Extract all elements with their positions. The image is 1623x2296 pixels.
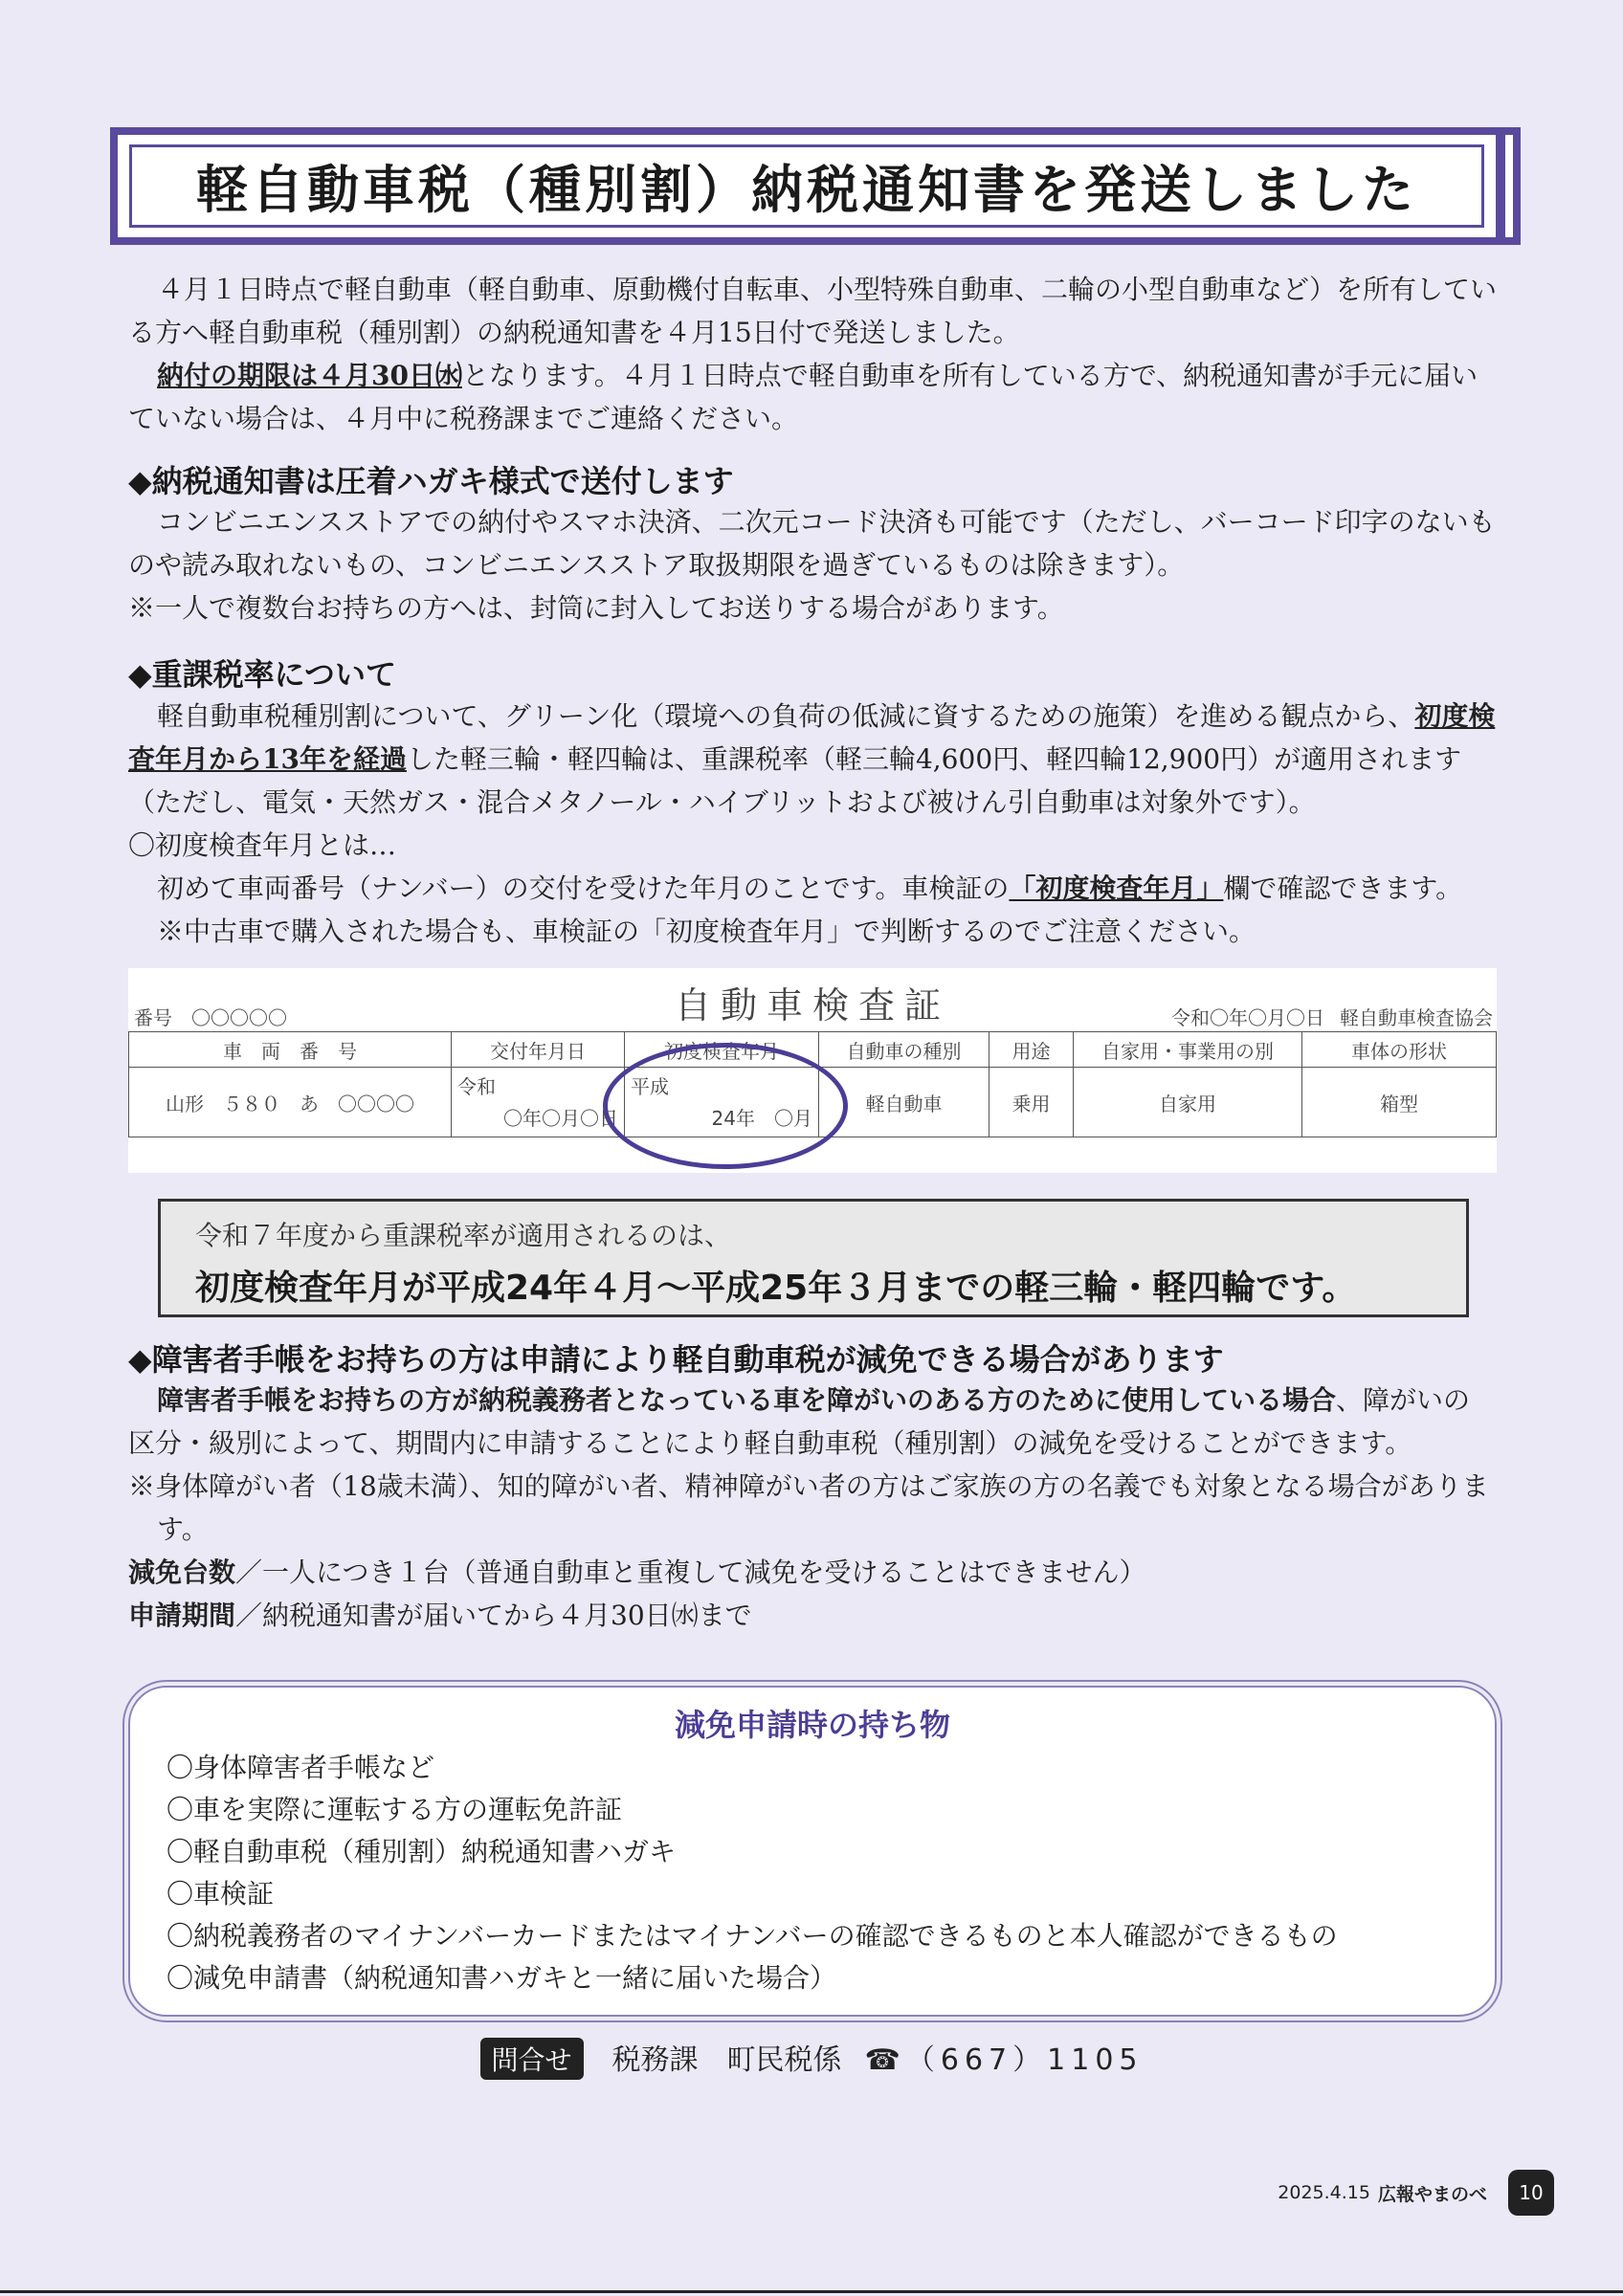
list-item: 〇軽自動車税（種別割）納税通知書ハガキ [167, 1836, 677, 1867]
section3-body [128, 1379, 1497, 1637]
cell-plate: 山形 ５８０ あ 〇〇〇〇 [129, 1068, 452, 1137]
list-item: 〇納税義務者のマイナンバーカードまたはマイナンバーの確認できるものと本人確認ができるもの [167, 1920, 1338, 1952]
reduction-count-value: ／一人につき１台（普通自動車と重複して減免を受けることはできません） [235, 1556, 1146, 1588]
section3-paragraph [128, 1379, 1497, 1465]
section1-note: ※一人で複数台お持ちの方へは、封筒に封入してお送りする場合があります。 [128, 592, 1064, 624]
header-issue-date: 交付年月日 [452, 1032, 625, 1068]
list-item: 〇車検証 [167, 1878, 275, 1910]
certificate-issuer: 軽自動車検査協会 [1340, 1006, 1493, 1029]
contact-line [0, 2036, 1623, 2080]
title-stripe [1496, 135, 1505, 237]
certificate-number: 番号 〇〇〇〇〇 [134, 1006, 287, 1029]
section2-p1-b: した軽三輪・軽四輪は、重課税率（軽三輪4,600円、軽四輪12,900円）が適用されます（ただし、電気・天然ガス・混合メタノール・ハイブリットおよび被けん引自動車は対象外です）。 [128, 743, 1462, 818]
section3-note: ※身体障がい者（18歳未満）、知的障がい者、精神障がい者の方はご家族の方の名義でも対象となる場合があります。 [128, 1470, 1489, 1545]
payment-deadline: 納付の期限は４月30日㈬ [157, 360, 462, 391]
cell-private: 自家用 [1074, 1068, 1302, 1137]
page-title: 軽自動車税（種別割）納税通知書を発送しました [196, 160, 1417, 220]
header-shape: 車体の形状 [1302, 1032, 1497, 1068]
section3-paragraph-rest: 、障がいの区分・級別によって、期間内に申請することにより軽自動車税（種別割）の減免を受けることができます。 [128, 1384, 1471, 1459]
surcharge-notice-line2: 初度検査年月が平成24年４月～平成25年３月までの軽三輪・軽四輪です。 [195, 1269, 1357, 1308]
section2-paragraph-2 [128, 867, 1497, 910]
contact-badge: 問合せ [480, 2038, 584, 2080]
header-private: 自家用・事業用の別 [1074, 1032, 1302, 1068]
header-kind: 自動車の種別 [819, 1032, 989, 1068]
title-banner [110, 127, 1521, 245]
application-period [128, 1594, 1497, 1637]
bottom-rule [0, 2290, 1623, 2293]
section2-p1-a: 軽自動車税種別割について、グリーン化（環境への負荷の低減に資するための施策）を進める観点から、 [157, 700, 1415, 732]
section2-paragraph-1 [128, 695, 1497, 824]
header-first-inspection: 初度検査年月 [625, 1032, 819, 1068]
first-date-value: 24年 〇月 [711, 1107, 812, 1130]
cell-issue-date [452, 1068, 625, 1137]
issue-date: 2025.4.15 [1278, 2182, 1370, 2203]
header-use: 用途 [989, 1032, 1074, 1068]
cell-kind: 軽自動車 [819, 1068, 989, 1137]
intro-paragraph-2-rest: となります。４月１日時点で軽自動車を所有している方で、納税通知書が手元に届いていない場合は、４月中に税務課までご連絡ください。 [128, 360, 1478, 434]
title-inner [129, 144, 1484, 228]
thirteen-years-emphasis: 初度検査年月から13年を経過 [128, 700, 1496, 775]
list-item: 〇身体障害者手帳など [167, 1752, 435, 1783]
page-footer [1278, 2170, 1554, 2216]
intro-paragraph-1: ４月１日時点で軽自動車（軽自動車、原動機付自転車、小型特殊自動車、二輪の小型自動車など）を所有している方へ軽自動車税（種別割）の納税通知書を４月15日付で発送しました。 [128, 274, 1498, 348]
reduction-count [128, 1551, 1497, 1594]
section2-heading: ◆重課税率について [128, 656, 396, 693]
surcharge-notice-box [158, 1199, 1469, 1317]
section1-heading: ◆納税通知書は圧着ハガキ様式で送付します [128, 463, 734, 499]
required-items-list [167, 1747, 1338, 1999]
surcharge-notice-line1: 令和７年度から重課税率が適用されるのは、 [195, 1220, 732, 1251]
intro-paragraph-2 [128, 354, 1497, 440]
cell-shape: 箱型 [1302, 1068, 1497, 1137]
required-items-heading: 減免申請時の持ち物 [674, 1707, 950, 1743]
section2-note: ※中古車で購入された場合も、車検証の「初度検査年月」で判断するのでご注意ください。 [157, 916, 1256, 947]
contact-department: 税務課 町民税係 [611, 2043, 842, 2077]
section3-emphasis: 障害者手帳をお持ちの方が納税義務者となっている車を障がいのある方のために使用している場合 [157, 1384, 1337, 1416]
first-era: 平成 [631, 1075, 669, 1098]
section2-body [128, 695, 1497, 953]
section2-p2-a: 初めて車両番号（ナンバー）の交付を受けた年月のことです。車検証の [157, 872, 1010, 904]
intro-section [128, 268, 1497, 440]
contact-phone: ☎（667）1105 [864, 2043, 1144, 2077]
list-item: 〇減免申請書（納税通知書ハガキと一緒に届いた場合） [167, 1962, 837, 1994]
section2-p2-b: 欄で確認できます。 [1223, 872, 1463, 904]
cell-use: 乗用 [989, 1068, 1074, 1137]
first-inspection-emphasis: 「初度検査年月」 [1009, 872, 1224, 904]
section2-subheading: 〇初度検査年月とは… [128, 829, 397, 861]
certificate-title: 自動車検査証 [674, 984, 950, 1027]
application-period-label: 申請期間 [128, 1600, 236, 1631]
publication-name: 広報やまのべ [1377, 2183, 1487, 2205]
required-items-box [128, 1686, 1497, 2017]
highlight-circle [603, 1043, 848, 1169]
issue-date-value: 〇年〇月〇日 [503, 1107, 618, 1130]
reduction-count-label: 減免台数 [128, 1556, 236, 1588]
application-period-value: ／納税通知書が届いてから４月30日㈬まで [235, 1600, 752, 1631]
list-item: 〇車を実際に運転する方の運転免許証 [167, 1794, 623, 1825]
section3-heading: ◆障害者手帳をお持ちの方は申請により軽自動車税が減免できる場合があります [128, 1341, 1224, 1378]
issue-era: 令和 [457, 1075, 496, 1098]
section1-body [128, 500, 1497, 629]
certificate-date: 令和〇年〇月〇日 [1171, 1006, 1324, 1029]
page-number: 10 [1508, 2170, 1554, 2216]
section1-paragraph: コンビニエンスストアでの納付やスマホ決済、二次元コード決済も可能です（ただし、バーコード印字のないものや読み取れないもの、コンビニエンスストア取扱期限を過ぎているものは除きます）。 [128, 506, 1496, 581]
header-plate: 車 両 番 号 [129, 1032, 452, 1068]
